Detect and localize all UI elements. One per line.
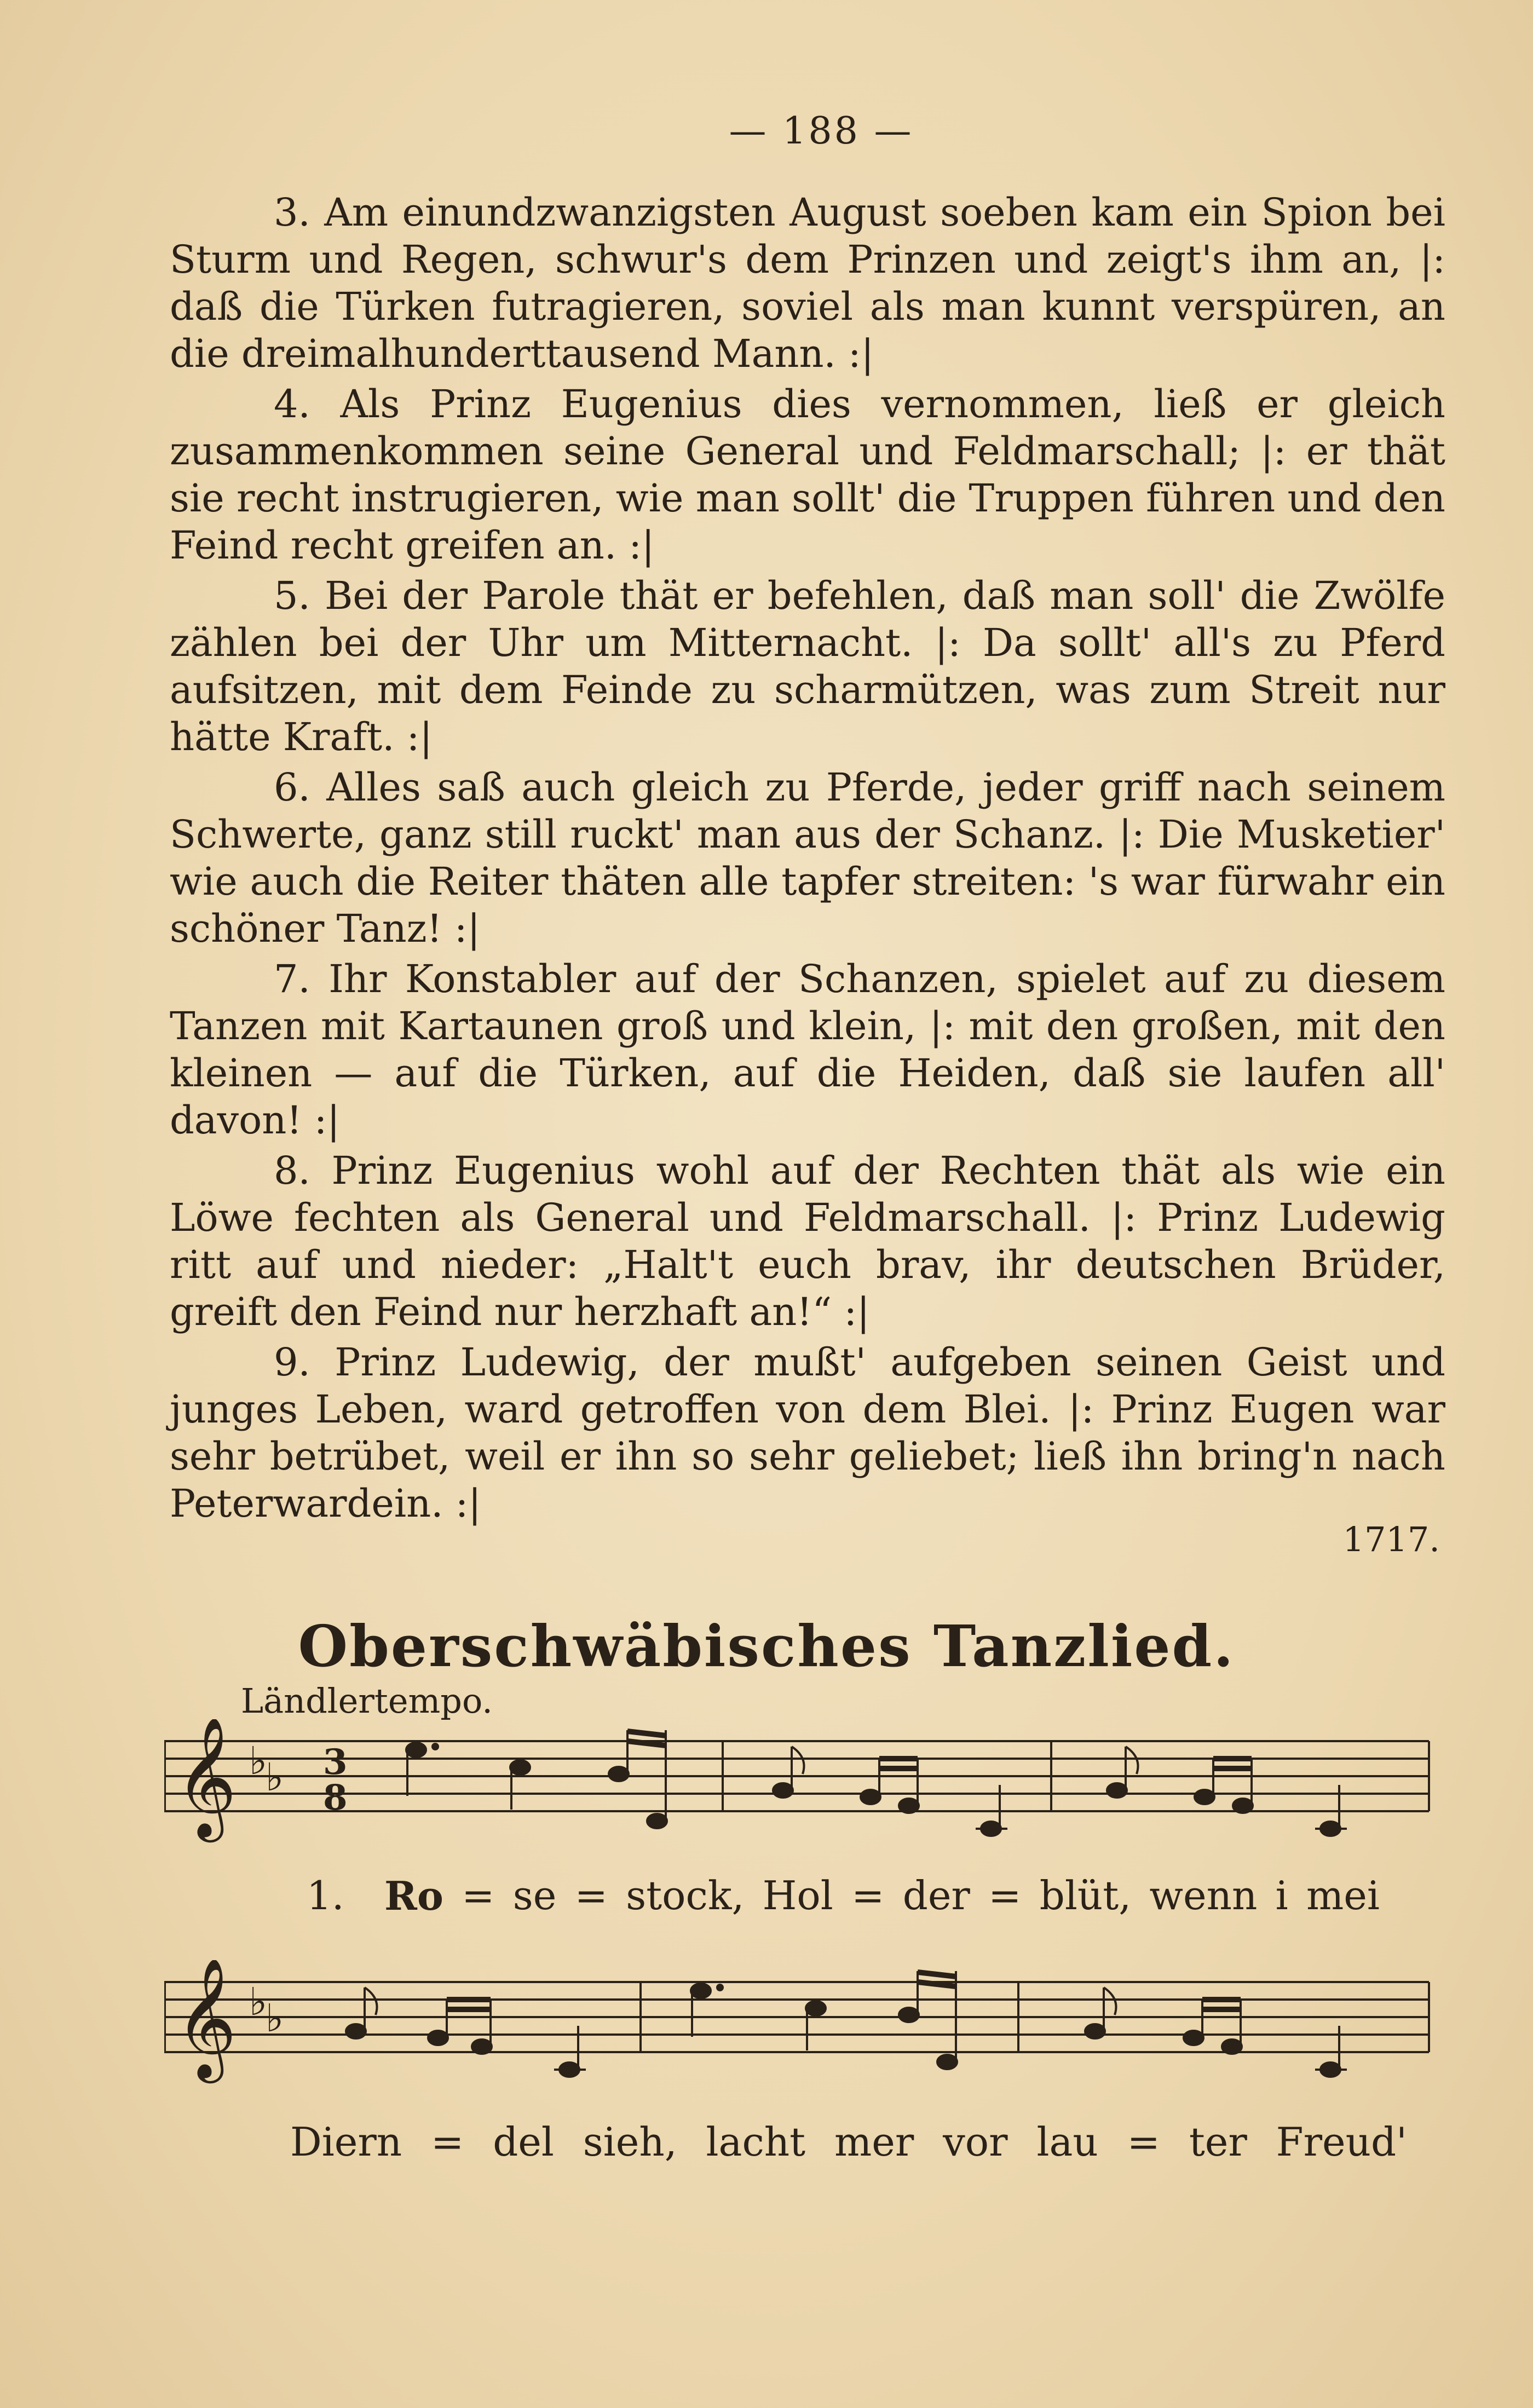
- notes-measure-1: [406, 1730, 667, 1828]
- music-staff-2: [164, 1960, 1440, 2207]
- verse-5: 5. Bei der Parole thät er befehlen, daß man soll' die Zwölfe zählen bei der Uhr um Mitternacht. |: Da sollt' all's zu Pferd aufsitzen, mit dem Feinde zu scharmützen, was zum Streit nur hätte Kraft. :|: [170, 573, 1445, 759]
- lyric-syllable: der: [902, 1873, 970, 1919]
- lyric-syllable: del: [493, 2119, 554, 2165]
- lyric-syllable: ter: [1189, 2119, 1247, 2165]
- lyric-syllable: Ro: [384, 1873, 443, 1919]
- music-staff-1: [164, 1719, 1440, 1938]
- lyrics-line-1: [164, 1873, 1440, 1919]
- lyric-syllable: vor: [943, 2119, 1008, 2165]
- lyric-syllable: Hol: [762, 1873, 833, 1919]
- lyric-syllable: sieh,: [583, 2119, 677, 2165]
- song-title: Oberschwäbisches Tanzlied.: [298, 1612, 1235, 1680]
- treble-clef-icon: 𝄞: [175, 1960, 237, 2078]
- notes-measure-4: [346, 1988, 586, 2077]
- lyric-syllable: se: [512, 1873, 557, 1919]
- page-number: — 188 —: [729, 110, 914, 153]
- staff-1-notation: [164, 1719, 1440, 1873]
- verse-6: 6. Alles saß auch gleich zu Pferde, jeder griff nach seinem Schwerte, ganz still ruckt' man aus der Schanz. |: Die Musketier' wie auch die Reiter thäten alle tapfer streiten: 's war fürwahr ein schöner Tanz! :|: [170, 765, 1445, 951]
- verse-8: 8. Prinz Eugenius wohl auf der Rechten thät als wie ein Löwe fechten als General und Feldmarschall. |: Prinz Ludewig ritt auf und nieder: „Halt't euch brav, ihr deutschen Brüder, greift den Feind nur herzhaft an!“ :|: [170, 1148, 1445, 1334]
- verse-9: 9. Prinz Ludewig, der mußt' aufgeben seinen Geist und junges Leben, ward getroffen von dem Blei. |: Prinz Eugen war sehr betrübet, weil er ihn so sehr geliebet; ließ ihn bring'n nach Peterwardein. :|: [170, 1340, 1445, 1526]
- tempo-marking: Ländlertempo.: [241, 1681, 493, 1721]
- lyric-hyphen: =: [431, 2119, 464, 2165]
- notes-measure-6: [1085, 1988, 1347, 2077]
- notes-measure-5: [691, 1971, 957, 2069]
- date: 1717.: [1342, 1519, 1440, 1559]
- lyric-syllable: i: [1275, 1873, 1288, 1919]
- flat-icon: ♭: [249, 1979, 268, 2024]
- lyric-syllable: blüt,: [1039, 1873, 1132, 1919]
- staff-2-notation: [164, 1960, 1440, 2113]
- notes-measure-3: [1107, 1747, 1347, 1836]
- lyric-hyphen: =: [462, 1873, 495, 1919]
- flat-icon: ♭: [266, 1755, 284, 1800]
- verse-7: 7. Ihr Konstabler auf der Schanzen, spielet auf zu diesem Tanzen mit Kartaunen groß und klein, |: mit den großen, mit den kleinen — auf die Türken, auf die Heiden, daß sie laufen all' davon! :|: [170, 957, 1445, 1143]
- lyric-hyphen: =: [574, 1873, 608, 1919]
- notes-measure-2: [773, 1747, 1007, 1836]
- time-signature-top: 3: [323, 1742, 348, 1783]
- time-signature-bottom: 8: [323, 1777, 348, 1818]
- lyric-syllable: Diern: [290, 2119, 402, 2165]
- lyrics-line-2: [164, 2119, 1440, 2165]
- lyric-hyphen: =: [988, 1873, 1022, 1919]
- lyric-hyphen: =: [1127, 2119, 1160, 2165]
- flat-icon: ♭: [249, 1738, 268, 1783]
- flat-icon: ♭: [266, 1996, 284, 2041]
- verse-4: 4. Als Prinz Eugenius dies vernommen, ließ er gleich zusammenkommen seine General und Feldmarschall; |: er thät sie recht instrugieren, wie man sollt' die Truppen führen und den Feind recht greifen an. :|: [170, 382, 1445, 568]
- lyric-syllable: lau: [1036, 2119, 1098, 2165]
- lyric-syllable: mei: [1306, 1873, 1380, 1919]
- lyric-syllable: mer: [834, 2119, 914, 2165]
- lyric-verse-number: 1.: [307, 1873, 344, 1919]
- lyric-syllable: Freud': [1276, 2119, 1407, 2165]
- treble-clef-icon: 𝄞: [175, 1719, 237, 1837]
- lyric-syllable: lacht: [706, 2119, 806, 2165]
- lyric-syllable: wenn: [1149, 1873, 1258, 1919]
- lyric-syllable: stock,: [626, 1873, 745, 1919]
- verse-3: 3. Am einundzwanzigsten August soeben kam ein Spion bei Sturm und Regen, schwur's dem Prinzen und zeigt's ihm an, |: daß die Türken futragieren, soviel als man kunnt verspüren, an die dreimalhunderttausend Mann. :|: [170, 190, 1445, 376]
- verse-block: [170, 189, 1445, 1559]
- lyric-hyphen: =: [851, 1873, 885, 1919]
